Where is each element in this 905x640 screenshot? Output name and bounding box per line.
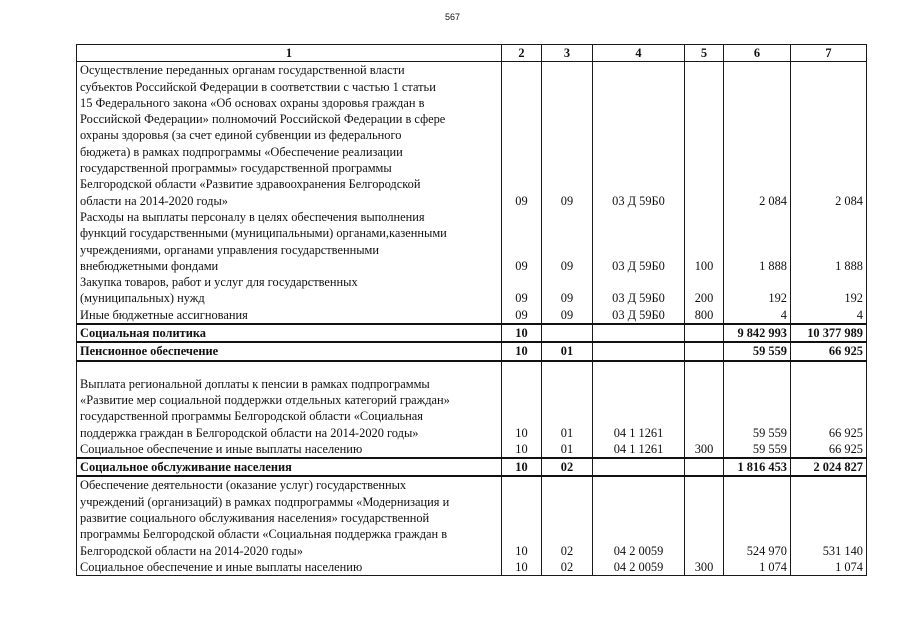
page-number: 567 [444,12,461,22]
item-name-line: Российской Федерации» полномочий Российской Федерации в сфере [80,112,446,127]
cell-c7 [791,62,867,324]
cell-value: 100 [694,258,714,273]
cell-value: 09 [560,307,574,322]
cell-c7 [791,342,867,360]
item-name-line: Социальная политика [80,326,206,341]
cell-c2 [502,361,542,459]
cell-c2 [502,62,542,324]
cell-value: 02 [560,460,574,475]
header-row [77,45,867,62]
item-name-line: бюджета) в рамках подпрограммы «Обеспечение реализации [80,144,403,159]
cell-c4 [593,361,685,459]
section-row [77,458,867,476]
cell-value: 66 925 [828,441,863,456]
cell-value: 02 [560,543,574,558]
cell-c2 [502,458,542,476]
cell-value: 59 559 [752,344,787,359]
item-name-line: Выплата региональной доплаты к пенсии в рамках подпрограммы [80,376,430,391]
item-name-line: Обеспечение деятельности (оказание услуг) государственных [80,478,407,493]
cell-c6 [724,324,791,342]
cell-c6 [724,342,791,360]
cell-value: 09 [560,291,574,306]
cell-c2 [502,476,542,575]
cell-value: 03 Д 59Б0 [612,307,665,322]
cell-value: 1 816 453 [737,460,787,475]
cell-c3 [542,361,593,459]
cell-value: 2 024 827 [813,460,863,475]
cell-c5 [685,342,724,360]
item-name-cell [77,476,502,575]
cell-value: 09 [560,193,574,208]
cell-c7 [791,476,867,575]
table-row [77,361,867,459]
header-col-4: 4 [593,45,685,62]
item-name-line: (муниципальных) нужд [80,291,205,306]
item-name-line: охраны здоровья (за счет единой субвенции из федерального [80,128,402,143]
cell-value: 04 2 0059 [613,559,664,574]
cell-c6 [724,361,791,459]
header-col-5: 5 [685,45,724,62]
item-name-line: государственной программы» государственной программы [80,161,392,176]
cell-c5 [685,62,724,324]
table-row [77,476,867,575]
cell-c5 [685,458,724,476]
item-name-line: Расходы на выплаты персоналу в целях обеспечения выполнения [80,209,425,224]
cell-value: 524 970 [746,543,787,558]
cell-value: 09 [515,193,528,208]
item-name-line: внебюджетными фондами [80,258,219,273]
cell-value: 03 Д 59Б0 [612,193,665,208]
cell-c5 [685,476,724,575]
cell-c4 [593,324,685,342]
cell-value: 1 074 [759,559,787,574]
cell-c3 [542,476,593,575]
cell-value: 01 [560,344,574,359]
item-name-cell [77,458,502,476]
item-name-line: 15 Федерального закона «Об основах охраны здоровья граждан в [80,95,425,110]
cell-value: 09 [560,258,574,273]
cell-value: 10 [515,543,528,558]
cell-value: 04 1 1261 [613,425,664,440]
cell-value: 01 [560,425,574,440]
cell-c2 [502,342,542,360]
header-col-7: 7 [791,45,867,62]
item-name-line: Закупка товаров, работ и услуг для государственных [80,275,358,290]
cell-c5 [685,324,724,342]
cell-c4 [593,62,685,324]
cell-c6 [724,62,791,324]
cell-value: 4 [856,307,863,322]
cell-value: 10 [515,559,528,574]
cell-value: 01 [560,441,574,456]
cell-c3 [542,324,593,342]
item-name-line: Иные бюджетные ассигнования [80,307,248,322]
section-row [77,324,867,342]
cell-value: 59 559 [752,441,787,456]
cell-c7 [791,324,867,342]
cell-c4 [593,476,685,575]
cell-value: 200 [694,291,714,306]
cell-value: 10 [515,460,528,475]
cell-c6 [724,476,791,575]
cell-value: 03 Д 59Б0 [612,291,665,306]
item-name-cell [77,361,502,459]
item-name-line: Социальное обслуживание населения [80,460,292,475]
cell-value: 02 [560,559,574,574]
cell-value: 1 888 [835,258,863,273]
item-name-line: Белгородской области на 2014-2020 годы» [80,543,303,558]
cell-value: 66 925 [828,344,863,359]
cell-value: 09 [515,307,528,322]
table-body [77,62,867,576]
header-col-2: 2 [502,45,542,62]
item-name-line: Пенсионное обеспечение [80,344,219,359]
header-col-3: 3 [542,45,593,62]
cell-value: 04 2 0059 [613,543,664,558]
cell-c5 [685,361,724,459]
cell-value: 10 [515,326,528,341]
cell-c7 [791,361,867,459]
cell-value: 10 [515,425,528,440]
cell-c7 [791,458,867,476]
table-row [77,62,867,324]
cell-value: 192 [768,291,787,306]
section-row [77,342,867,360]
cell-c3 [542,62,593,324]
item-name-line: «Развитие мер социальной поддержки отдельных категорий граждан» [80,392,450,407]
cell-value: 800 [694,307,714,322]
cell-c3 [542,342,593,360]
cell-value: 531 140 [822,543,863,558]
cell-value: 300 [694,559,714,574]
cell-value: 59 559 [752,425,787,440]
cell-c6 [724,458,791,476]
header-col-6: 6 [724,45,791,62]
cell-value: 9 842 993 [737,326,787,341]
cell-c4 [593,342,685,360]
item-name-line: субъектов Российской Федерации в соответствии с частью 1 статьи [80,79,436,94]
cell-value: 10 [515,344,528,359]
cell-value: 66 925 [828,425,863,440]
item-name-line: поддержка граждан в Белгородской области на 2014-2020 годы» [80,425,419,440]
item-name-line: Белгородской области «Развитие здравоохранения Белгородской [80,177,421,192]
cell-value: 10 377 989 [807,326,863,341]
cell-c4 [593,458,685,476]
cell-value: 192 [844,291,863,306]
item-name-cell [77,62,502,324]
budget-table [76,44,867,576]
cell-value: 03 Д 59Б0 [612,258,665,273]
item-name-line: учреждениями, органами управления государственными [80,242,380,257]
cell-value: 2 084 [759,193,787,208]
item-name-line: развитие социального обслуживания населения» государственной [80,511,430,526]
item-name-line: Социальное обеспечение и иные выплаты населению [80,441,363,456]
cell-value: 09 [515,258,528,273]
cell-c3 [542,458,593,476]
header-col-1: 1 [77,45,502,62]
cell-value: 1 888 [759,258,787,273]
cell-value: 09 [515,291,528,306]
item-name-line: программы Белгородской области «Социальная поддержка граждан в [80,527,448,542]
cell-value: 04 1 1261 [613,441,664,456]
item-name-line: Социальное обеспечение и иные выплаты населению [80,559,363,574]
item-name-line: учреждений (организаций) в рамках подпрограммы «Модернизация и [80,494,450,509]
item-name-line: области на 2014-2020 годы» [80,193,228,208]
item-name-line: функций государственными (муниципальными) органами,казенными [80,226,447,241]
cell-c2 [502,324,542,342]
cell-value: 2 084 [835,193,863,208]
item-name-cell [77,324,502,342]
cell-value: 10 [515,441,528,456]
cell-value: 4 [780,307,787,322]
item-name-cell [77,342,502,360]
item-name-line: государственной программы Белгородской области «Социальная [80,409,423,424]
cell-value: 300 [694,441,714,456]
item-name-line: Осуществление переданных органам государственной власти [80,63,405,78]
cell-value: 1 074 [835,559,863,574]
